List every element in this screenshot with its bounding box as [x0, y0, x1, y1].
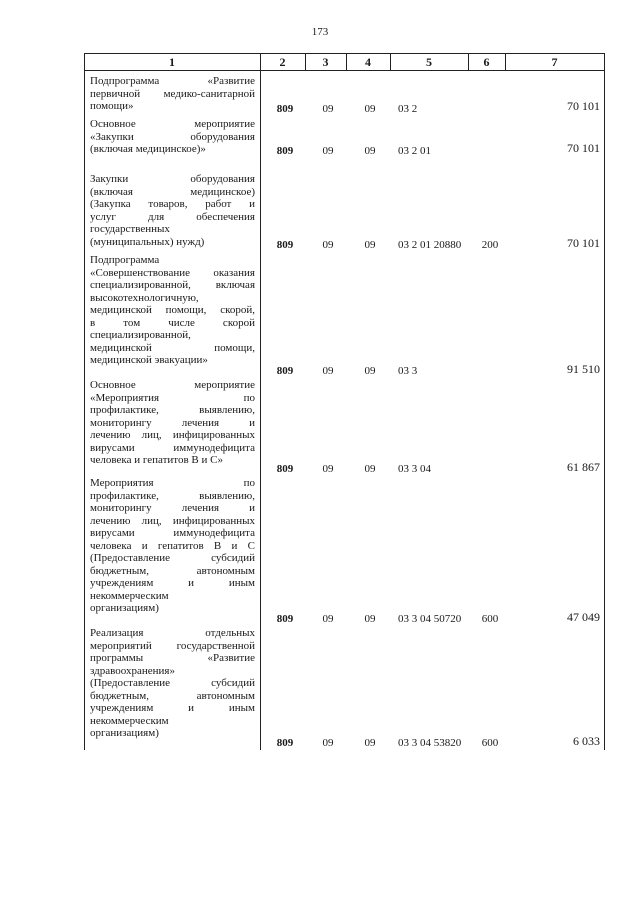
cell-amount: 47 049: [567, 610, 600, 624]
cell-expense-type: 600: [481, 613, 499, 625]
description-line: медицинской помощи, скорой,: [90, 304, 255, 316]
cell-ministry-code: 809: [276, 239, 294, 251]
description-line: услуг для обеспечения: [90, 210, 255, 223]
description-line: мероприятий государственной: [90, 639, 255, 652]
description-line: программы «Развитие: [90, 652, 255, 664]
cell-subsection: 09: [364, 737, 376, 749]
cell-ministry-code: 809: [276, 103, 294, 115]
cell-subsection: 09: [364, 103, 376, 115]
description-line: первичной медико-санитарной: [90, 87, 255, 100]
column-header: 4: [365, 55, 371, 69]
description-line: «Совершенствование оказания: [90, 266, 255, 279]
description-line: медицинской помощи,: [90, 341, 255, 354]
description-line: (Предоставление субсидий: [90, 552, 255, 564]
description-line: (муниципальных) нужд): [90, 235, 205, 248]
description-line: вирусами иммунодефицита: [90, 527, 255, 539]
cell-target-article: 03 2 01 20880: [398, 239, 462, 251]
cell-target-article: 03 3 04 53820: [398, 737, 462, 749]
column-header: 2: [279, 55, 286, 69]
description-line: профилактике, выявлению,: [90, 404, 255, 416]
cell-subsection: 09: [364, 145, 376, 157]
cell-ministry-code: 809: [276, 365, 294, 377]
cell-section: 09: [322, 737, 334, 749]
column-header: 3: [322, 55, 329, 69]
table-top-border: [84, 53, 604, 54]
cell-target-article: 03 3 04: [398, 463, 431, 475]
column-header: 7: [551, 55, 558, 69]
description-line: «Закупки оборудования: [90, 130, 255, 143]
cell-subsection: 09: [364, 613, 376, 625]
cell-target-article: 03 3: [398, 365, 418, 377]
cell-expense-type: 600: [481, 737, 499, 749]
description-line: Мероприятия по: [90, 477, 255, 489]
row-description: [90, 173, 255, 248]
cell-subsection: 09: [364, 239, 376, 251]
row-description: [90, 118, 255, 156]
description-line: некоммерческим: [90, 714, 169, 727]
column-header: 5: [426, 55, 432, 69]
column-header: 6: [483, 55, 490, 69]
cell-section: 09: [322, 103, 334, 115]
description-line: человека и гепатитов В и С: [90, 539, 255, 552]
description-line: специализированной, включая: [90, 279, 255, 291]
description-line: медицинской эвакуации»: [90, 354, 208, 366]
description-line: некоммерческим: [90, 589, 169, 602]
description-line: мониторингу лечения и: [90, 416, 255, 429]
description-line: в том числе скорой: [90, 316, 255, 329]
description-line: лечению лиц, инфицированных: [90, 514, 255, 527]
cell-section: 09: [322, 463, 334, 475]
description-line: организациям): [90, 602, 159, 614]
column-divider: [84, 53, 85, 750]
description-line: здравоохранения»: [90, 664, 175, 677]
description-line: Основное мероприятие: [90, 379, 255, 391]
cell-amount: 70 101: [567, 141, 600, 155]
description-line: Подпрограмма «Развитие: [90, 75, 255, 87]
cell-target-article: 03 3 04 50720: [398, 613, 462, 625]
description-line: государственных: [90, 223, 170, 235]
cell-ministry-code: 809: [276, 145, 294, 157]
cell-target-article: 03 2 01: [398, 145, 431, 157]
cell-section: 09: [322, 613, 334, 625]
description-line: Подпрограмма: [90, 254, 160, 266]
description-line: мониторингу лечения и: [90, 502, 255, 514]
description-line: помощи»: [90, 100, 134, 112]
row-description: [90, 75, 255, 113]
cell-section: 09: [322, 365, 334, 377]
cell-expense-type: 200: [481, 239, 499, 251]
cell-ministry-code: 809: [276, 737, 294, 749]
description-line: бюджетным, автономным: [90, 564, 255, 577]
description-line: «Мероприятия по: [90, 391, 255, 404]
cell-subsection: 09: [364, 365, 376, 377]
description-line: бюджетным, автономным: [90, 689, 255, 702]
description-line: Основное мероприятие: [90, 118, 255, 130]
row-description: [90, 379, 255, 467]
description-line: учреждениям и иным: [90, 702, 255, 714]
cell-amount: 61 867: [567, 460, 600, 474]
description-line: специализированной,: [90, 329, 191, 341]
description-line: профилактике, выявлению,: [90, 489, 255, 502]
description-line: учреждениям и иным: [90, 577, 255, 589]
column-divider: [260, 53, 261, 750]
cell-amount: 70 101: [567, 99, 600, 113]
cell-section: 09: [322, 239, 334, 251]
cell-amount: 91 510: [567, 362, 600, 376]
header-bottom-border: [84, 70, 604, 71]
description-line: (Предоставление субсидий: [90, 677, 255, 689]
cell-section: 09: [322, 145, 334, 157]
column-header: 1: [169, 55, 175, 69]
cell-ministry-code: 809: [276, 463, 294, 475]
description-line: Закупки оборудования: [90, 173, 255, 185]
cell-amount: 6 033: [573, 734, 600, 748]
description-line: высокотехнологичную,: [90, 291, 199, 304]
description-line: вирусами иммунодефицита: [90, 441, 255, 454]
cell-subsection: 09: [364, 463, 376, 475]
description-line: (включая медицинское)»: [90, 143, 206, 155]
description-line: организациям): [90, 727, 159, 739]
description-line: (включая медицинское): [90, 185, 255, 198]
row-description: [90, 477, 255, 615]
cell-amount: 70 101: [567, 236, 600, 250]
row-description: [90, 627, 255, 740]
description-line: (Закупка товаров, работ и: [90, 198, 255, 210]
page-number: 173: [311, 26, 329, 38]
row-description: [90, 254, 255, 367]
column-divider: [604, 53, 605, 750]
description-line: Реализация отдельных: [90, 627, 255, 639]
cell-ministry-code: 809: [276, 613, 294, 625]
description-line: лечению лиц, инфицированных: [90, 429, 255, 441]
description-line: человека и гепатитов В и С»: [90, 454, 223, 466]
cell-target-article: 03 2: [398, 103, 418, 115]
